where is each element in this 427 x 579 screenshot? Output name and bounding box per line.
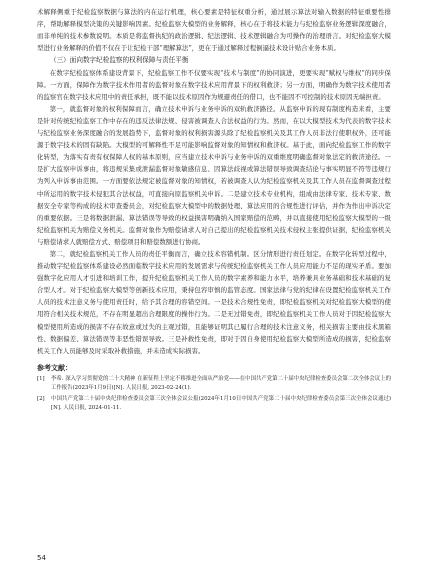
body-paragraph: 术解释侧重于纪检监察数据与算法的内在运行机理，核心要素是特征权重分析，通过展示算法对输入数据的特征重要性排序，帮助解释模型决策的关键影响因素。纪检监察大模型的业务解释，核心在于将技术能力与纪检监察业务逻辑深度融合，而非单纯的技术参数说明。本质是将监督执纪的政治逻辑、纪法逻辑、技术逻辑融合为可操作的治理语言。对纪检监察大模型进行业务解释的价值不仅在于让纪检干部“理解算法”，更在于通过解释过程倒逼技术设计贴合业务本质。 xyxy=(37,8,391,53)
body-paragraph: 第二，就纪检监察机关工作人员的责任平衡而言，确立技术容错机制。区分情形进行责任划定。在数字化转型过程中，推动数字纪检监察体系建设必然面临数字技术应用的发展需求与传统纪检监察机关工作人员应用能力不足的现实矛盾。要加强数字化应用人才引进和培训工作，提升纪检监察机关工作人员的数字素养和能力水平，培养兼具业务基础和技术基础的复合型人才。对于纪检监察大模型等创新技术应用，秉持包容审慎的监管态度。国家法律与党的纪律在设置纪检监察机关工作人员的技术注意义务与使用责任时，给予其合理的容错空间。一是技术合规性免责，即纪检监察机关对纪检监察大模型的使用符合相关技术规范，不存在明显超出合理限度的操作行为。二是无过错免责，即纪检监察机关工作人员对于因纪检监察大模型使用所造成的损害不存在故意或过失的主观过错，且能够证明其已履行合理的技术注意义务，相关损害主要由技术黑箱性、数据偏差、算法错误等非恶性错误导致。三是补救性免责，即对于因自身使用纪检监察大模型所造成的损害，纪检监察机关工作人员能够及时采取补救措施，并未造成实际损害。 xyxy=(37,249,391,355)
references-title: 参考文献： xyxy=(37,363,72,372)
reference-text: 李希. 深入学习贯彻党的二十大精神 在新征程上坚定不移推进全面从严治党——在中国共产党第二十届中央纪律检查委员会第二次全体会议上的工作报告(2023年1月9日)[N]. 人民日报, 2023-02-24(1). xyxy=(51,375,391,392)
reference-item xyxy=(37,395,391,414)
reference-item xyxy=(37,375,391,394)
section-heading: （三）面向数字纪检监察的权利保障与责任平衡 xyxy=(50,56,189,65)
page-number: 54 xyxy=(37,554,46,562)
reference-number: [2] xyxy=(37,395,45,402)
reference-text: 中国共产党第二十届中央纪律检查委员会第三次全体会议公报(2024年1月10日中国共产党第二十届中央纪律检查委员会第三次全体会议通过)[N]. 人民日报, 2024-01-11. xyxy=(51,395,391,412)
body-paragraph: 在数字纪检监察体系建设背景下，纪检监察工作不仅要实现“技术与制度”的协同演进，更要实现“赋权与维权”的同步保障。一方面，保障作为数字技术作用者的监督对象在数字技术应用背景下的权利救济；另一方面，明确作为数字技术使用者的监察官在数字技术应用中的责任承担，既不能以技术原因作为规避责任的借口，也不能因不可控制的技术原因无端担责。 xyxy=(37,68,391,101)
body-paragraph: 第一，就监督对象的权利保障而言，确立技术申诉与业务申诉的双轨救济路径。从监察申诉的现有制度构造来看，主要是针对传统纪检监察工作中存在的违反法律法规、侵害被调查人合法权益的行为。然而，在以大模型技术为代表的数字技术与纪检监察业务深度融合的发展趋势下，监督对象的权利损害源头除了纪检监察机关及其工作人员非法行使职权外，还可能源于数字技术的固有缺陷。大模型的可解释性不足可能影响监督对象的知情权和救济权。基于此，面向纪检监察工作的数字化转型，为落实有责有权保障人权的基本原则，应当建立技术申诉与业务申诉的双重维度明确监督对象法定的救济途径。一是扩大监察申诉事由，将违规采集或泄漏监督对象敏感信息、因算法歧视或算法错误导致调查结论与事实明显不符等违规行为列入申诉事由范围。一方面要依法规定被监督对象的知情权，若被调查人认为纪检监察机关及其工作人员在监督调查过程中所运用的数字技术侵犯其合法权益，可直接向原监察机关申诉。二是建立技术专业机构，组成由法律专家、技术专家、数据安全专家等构成的技术审查委员会，对纪检监察大模型中的数据处理、算法应用的合规性进行评估，并作为作出申诉决定的重要依据。三是将数据泄漏、算法错误等导致的权益损害明确纳入国家赔偿的范畴，并以直接使用纪检监察大模型的一级纪检监察机关为赔偿义务机关。监督对象作为赔偿请求人对自己提出的纪检监察机关技术侵权主张提供证据，纪检监察机关与赔偿请求人就赔偿方式、赔偿项目和赔偿数额进行协商。 xyxy=(37,104,391,246)
reference-number: [1] xyxy=(37,375,45,382)
